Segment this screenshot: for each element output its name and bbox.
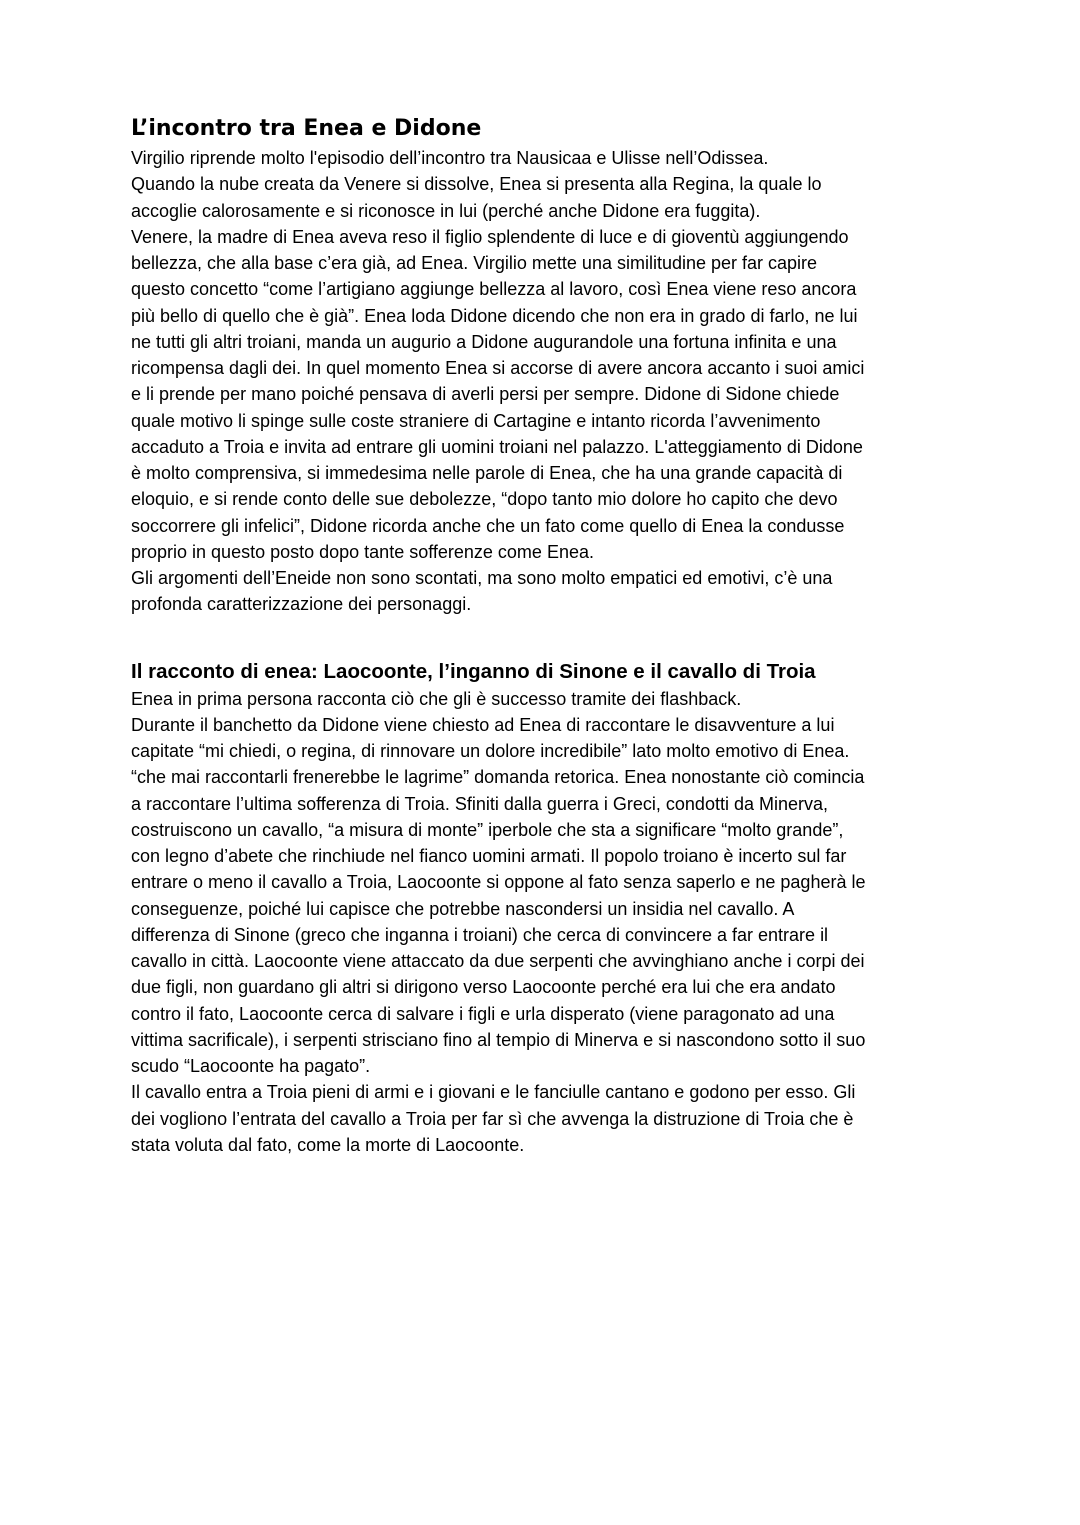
text-line: eloquio, e si rende conto delle sue debolezze, “dopo tanto mio dolore ho capito che devo (131, 489, 838, 510)
section-racconto-di-enea (131, 658, 961, 1159)
text-line: più bello di quello che è già”. Enea loda Didone dicendo che non era in grado di farlo, ne lui (131, 305, 858, 326)
text-line: capitate “mi chiedi, o regina, di rinnovare un dolore incredibile” lato molto emotivo di Enea. (131, 741, 850, 761)
text-line: è molto comprensiva, si immedesima nelle parole di Enea, che ha una grande capacità di (131, 463, 843, 483)
text-line: ricompensa dagli dei. In quel momento Enea si accorse di avere ancora accanto i suoi amici (131, 358, 865, 378)
text-line: a raccontare l’ultima sofferenza di Troia. Sfiniti dalla guerra i Greci, condotti da Minerva, (131, 793, 828, 814)
text-line: Venere, la madre di Enea aveva reso il figlio splendente di luce e di gioventù aggiungendo (131, 226, 849, 247)
text-line: due figli, non guardano gli altri si dirigono verso Laocoonte perché era lui che era andato (131, 977, 836, 998)
text-line: costruiscono un cavallo, “a misura di monte” iperbole che sta a significare “molto grande”, (131, 819, 844, 840)
text-line: stata voluta dal fato, come la morte di Laocoonte. (131, 1134, 525, 1155)
text-line: ne tutti gli altri troiani, manda un augurio a Didone augurandole una fortuna infinita e una (131, 331, 837, 352)
text-line: entrare o meno il cavallo a Troia, Laocoonte si oppone al fato senza saperlo e ne pagherà le (131, 872, 866, 893)
section-body (131, 686, 961, 1159)
document-page (131, 113, 961, 1158)
section-title: Il racconto di enea: Laocoonte, l’inganno di Sinone e il cavallo di Troia (131, 659, 816, 683)
text-line: conseguenze, poiché lui capisce che potrebbe nascondersi un insidia nel cavallo. A (131, 898, 795, 919)
text-line: e li prende per mano poiché pensava di averli persi per sempre. Didone di Sidone chiede (131, 384, 840, 405)
text-line: Il cavallo entra a Troia pieni di armi e i giovani e le fanciulle cantano e godono per esso. Gli (131, 1082, 856, 1103)
text-line: Durante il banchetto da Didone viene chiesto ad Enea di raccontare le disavventure a lui (131, 714, 835, 735)
section-body (131, 145, 961, 618)
text-line: proprio in questo posto dopo tante sofferenze come Enea. (131, 541, 594, 562)
text-line: quale motivo li spinge sulle coste straniere di Cartagine e intanto ricorda l’avvenimento (131, 410, 821, 431)
text-line: “che mai raccontarli frenerebbe le lagrime” domanda retorica. Enea nonostante ciò comincia (131, 767, 865, 788)
text-line: accaduto a Troia e invita ad entrare gli uomini troiani nel palazzo. L'atteggiamento di Didone (131, 436, 863, 457)
text-line: contro il fato, Laocoonte cerca di salvare i figli e urla disperato (viene paragonato ad una (131, 1003, 835, 1024)
text-line: Enea in prima persona racconta ciò che gli è successo tramite dei flashback. (131, 688, 742, 709)
text-line: Quando la nube creata da Venere si dissolve, Enea si presenta alla Regina, la quale lo (131, 174, 822, 195)
text-line: con legno d’abete che rinchiude nel fianco uomini armati. Il popolo troiano è incerto sul far (131, 846, 847, 866)
text-line: soccorrere gli infelici”, Didone ricorda anche che un fato come quello di Enea la condusse (131, 515, 845, 536)
text-line: differenza di Sinone (greco che inganna i troiani) che cerca di convincere a far entrare il (131, 924, 829, 945)
text-line: profonda caratterizzazione dei personaggi. (131, 594, 472, 615)
text-line: cavallo in città. Laocoonte viene attaccato da due serpenti che avvinghiano anche i corpi dei (131, 951, 865, 971)
text-line: accoglie calorosamente e si riconosce in lui (perché anche Didone era fuggita). (131, 200, 761, 221)
text-line: bellezza, che alla base c’era già, ad Enea. Virgilio mette una similitudine per far capire (131, 253, 818, 273)
section-title: L’incontro tra Enea e Didone (131, 116, 482, 141)
text-line: questo concetto “come l’artigiano aggiunge bellezza al lavoro, così Enea viene reso ancora (131, 279, 857, 300)
text-line: scudo “Laocoonte ha pagato”. (131, 1056, 371, 1076)
section-incontro-enea-didone (131, 113, 961, 618)
text-line: vittima sacrificale), i serpenti strisciano fino al tempio di Minerva e si nascondono sotto il suo (131, 1029, 866, 1050)
text-line: dei vogliono l’entrata del cavallo a Troia per far sì che avvenga la distruzione di Troia che è (131, 1108, 854, 1129)
text-line: Gli argomenti dell’Eneide non sono scontati, ma sono molto empatici ed emotivi, c’è una (131, 568, 833, 588)
text-line: Virgilio riprende molto l'episodio dell’incontro tra Nausicaa e Ulisse nell’Odissea. (131, 148, 769, 168)
